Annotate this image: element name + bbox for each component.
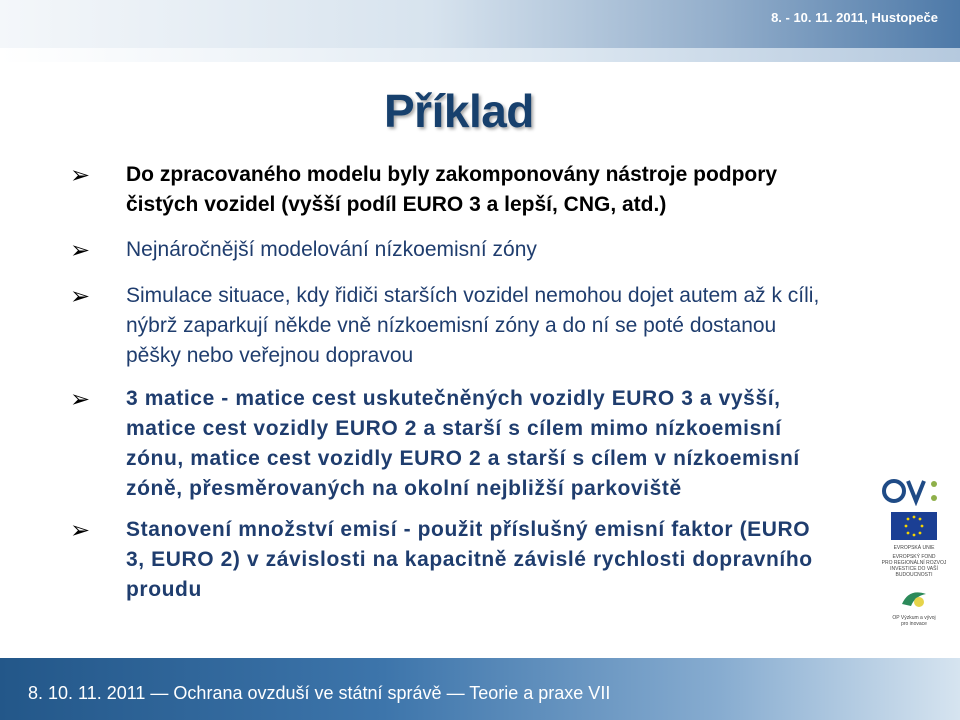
bullet-item	[70, 235, 830, 265]
header-date: 8. - 10. 11. 2011, Hustopeče	[771, 10, 938, 25]
bullet-text: Nejnáročnější modelování nízkoemisní zóny	[126, 238, 537, 261]
op-line-2: pro inovace	[901, 621, 927, 627]
footer-text: 8. 10. 11. 2011 — Ochrana ovzduší ve státní správě — Teorie a praxe VII	[28, 683, 611, 703]
eu-label: EVROPSKÁ UNIE	[893, 545, 935, 551]
eu-flag-icon	[891, 512, 937, 540]
bullet-text: Do zpracovaného modelu byly zakomponovány nástroje podpory čistých vozidel (vyšší podíl EURO 3 a lepší, CNG, atd.)	[126, 163, 778, 216]
bullet-item	[70, 281, 830, 371]
arrow-bullet-icon: ➢	[70, 236, 91, 264]
bullet-item	[70, 515, 830, 605]
bullet-text: 3 matice - matice cest uskutečněných vozidly EURO 3 a vyšší, matice cest vozidly EURO 2 a starší s cílem mimo nízkoemisní zónu, matice cest vozidly EURO 2 a starší s cílem v nízkoemisní zóně, přesměrovaných na okolní nejbližší parkoviště	[126, 387, 800, 500]
arrow-bullet-icon: ➢	[70, 282, 91, 310]
fund-line-3: INVESTICE DO VAŠÍ BUDOUCNOSTI	[890, 566, 938, 578]
header-stripe	[0, 48, 960, 62]
bullet-item	[70, 160, 830, 220]
slide-title: Příklad	[384, 85, 534, 137]
op-logo-icon	[899, 586, 929, 610]
cdv-plus-logo	[876, 476, 952, 506]
arrow-bullet-icon: ➢	[70, 516, 91, 544]
bullet-text: Stanovení množství emisí - použit příslušný emisní faktor (EURO 3, EURO 2) v závislosti na kapacitně závislé rychlosti dopravního proudu	[126, 518, 813, 601]
op-line-1: OP Výzkum a vývoj	[892, 615, 936, 621]
fund-line-2: PRO REGIONÁLNÍ ROZVOJ	[881, 560, 947, 566]
fund-line-1: EVROPSKÝ FOND	[892, 554, 936, 560]
op-vavpi-logo	[876, 586, 952, 626]
eu-flag-logo	[876, 512, 952, 551]
bullet-text: Simulace situace, kdy řidiči starších vozidel nemohou dojet autem až k cíli, nýbrž zaparkují někde vně nízkoemisní zóny a do ní se poté dostanou pěšky nebo veřejnou dopravou	[126, 284, 820, 367]
arrow-bullet-icon: ➢	[70, 161, 91, 189]
fund-text-logo	[876, 554, 952, 580]
sponsor-logos	[876, 476, 952, 628]
arrow-bullet-icon: ➢	[70, 385, 91, 413]
cdv-logo-icon	[876, 476, 952, 506]
bullet-item	[70, 384, 830, 504]
